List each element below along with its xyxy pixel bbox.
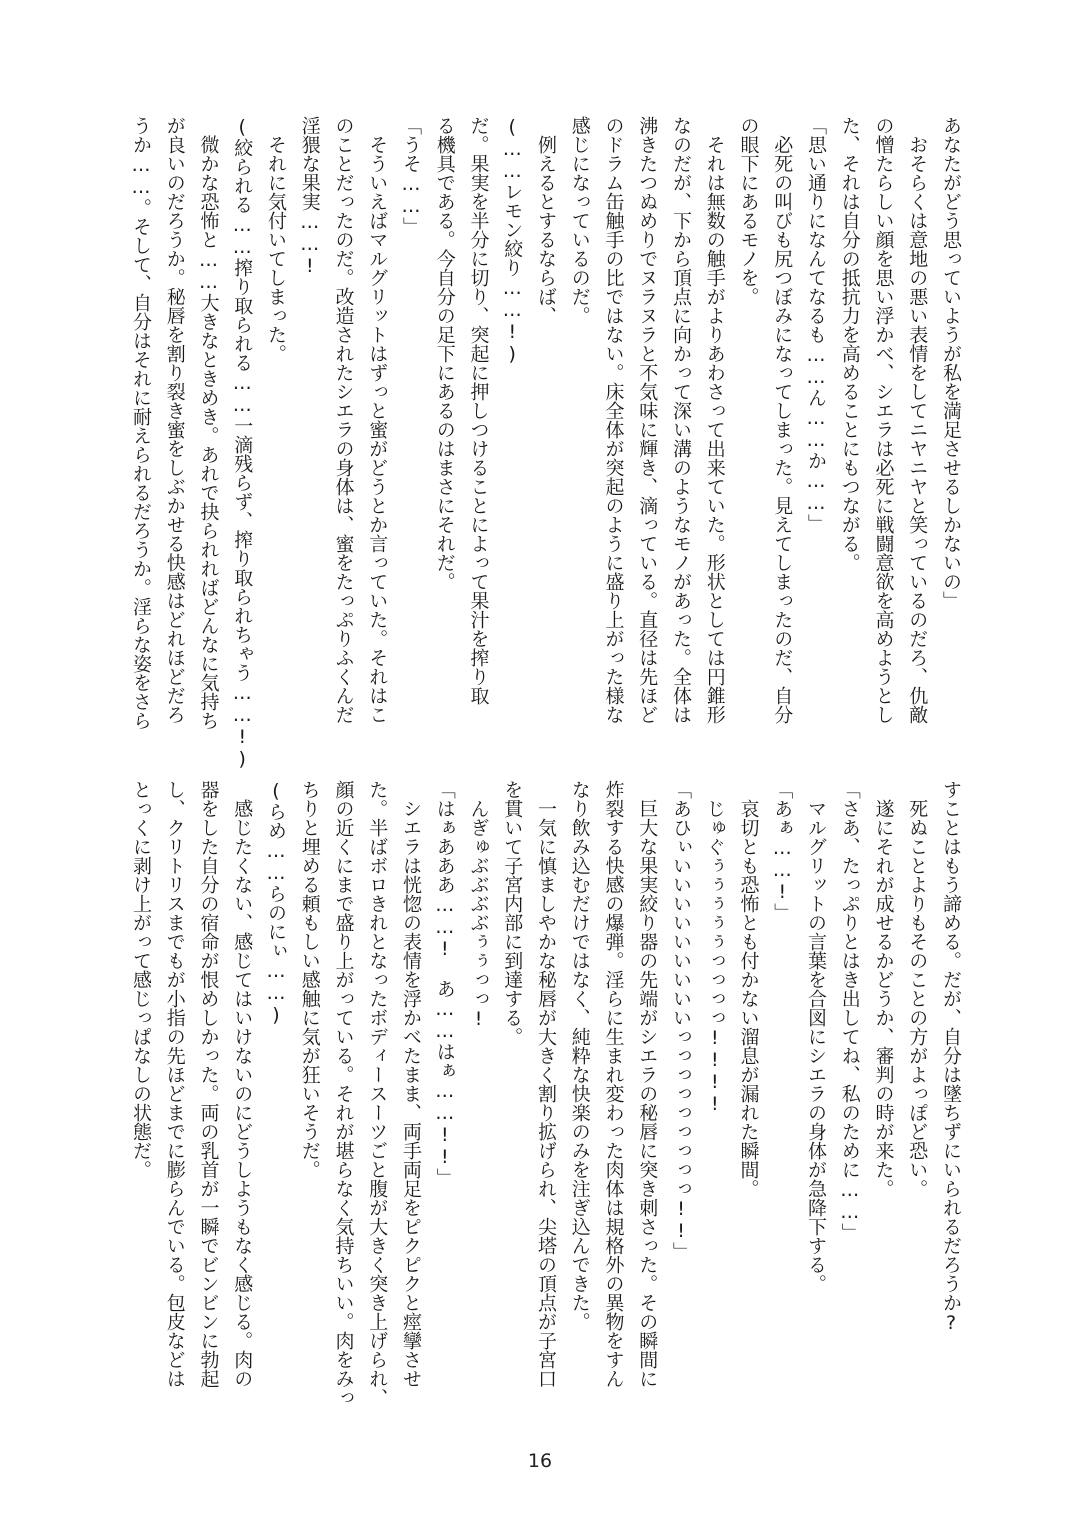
text-line: おそらくは意地の悪い表情をしてニヤニヤと笑っているのだろ、仇敵 <box>906 116 929 724</box>
text-line: (らめ……らのにぃ……) <box>265 780 287 1026</box>
text-line: んぎゅぶぶぶぶぅぅっっ! <box>467 780 490 1030</box>
text-line: だ。果実を半分に切り、突起に押しつけることによって果汁を搾り取 <box>467 116 490 705</box>
text-line: のドラム缶触手の比ではない。床全体が突起のように盛り上がった様な <box>602 116 625 724</box>
text-line: 淫猥な果実……! <box>298 116 321 277</box>
text-line: を貫いて子宮内部に到達する。 <box>501 780 524 1046</box>
text-line: 一気に慎ましやかな秘唇が大きく割り拡げられ、尖塔の頂点が子宮口 <box>535 780 557 1388</box>
text-line: が良いのだろうか。秘唇を割り裂き蜜をしぶかせる快感はどれほどだろ <box>163 116 186 724</box>
text-line: あなたがどう思っていようが私を満足させるしかないの」 <box>940 116 962 610</box>
text-line: の眼下にあるモノを。 <box>737 116 760 306</box>
text-block-top <box>123 116 967 771</box>
text-line: 器をした自分の宿命が恨めしかった。両の乳首が一瞬でビンビンに勃起 <box>197 780 220 1388</box>
text-line: 感じたくない、感じてはいけないのにどうしようもなく感じる。肉の <box>231 780 254 1388</box>
text-line: た、それは自分の抵抗力を高めることにもつながる。 <box>838 116 861 572</box>
text-line: 死ぬことよりもそのことの方がよっぽど恐い。 <box>906 780 929 1198</box>
text-line: 哀切とも恐怖とも付かない溜息が漏れた瞬間。 <box>737 780 760 1198</box>
text-line: 例えるとするならば、 <box>535 116 557 325</box>
text-line: そういえばマルグリットはずっと蜜がどうとか言っていた。それはこ <box>366 116 389 724</box>
text-line: 「思い通りになんてなるも……ん……か……」 <box>805 116 827 533</box>
text-line: (絞られる……搾り取られる……一滴残らず、搾り取られちゃう……!) <box>231 116 254 770</box>
text-line: 微かな恐怖と……大きなときめき。あれで抉られればどんなに気持ち <box>197 116 220 730</box>
text-line: ちりと埋める頼もしい感触に気が狂いそうだ。 <box>298 780 321 1179</box>
text-line: とっくに剥け上がって感じっぱなしの状態だ。 <box>130 780 152 1179</box>
text-line: 遂にそれが成せるかどうか、審判の時が来た。 <box>872 780 895 1198</box>
text-line: それに気付いてしまった。 <box>265 116 287 363</box>
text-line: 「うそ……」 <box>400 116 422 236</box>
text-line: の憎たらしい顔を思い浮かべ、シエラは必死に戦闘意欲を高めようとし <box>872 116 895 724</box>
text-line: 顔の近くにまで盛り上がっている。それが堪らなく気持ちいい。肉をみっ <box>332 780 355 1407</box>
text-line: 必死の叫びも尻つぼみになってしまった。見えてしまったのだ、自分 <box>771 116 794 724</box>
text-line: 「あぁ……!」 <box>771 780 794 922</box>
text-line: すことはもう諦める。だが、自分は墜ちずにいられるだろうか? <box>940 780 962 1334</box>
text-line: それは無数の触手がよりあわさって出来ていた。形状としては円錐形 <box>703 116 726 724</box>
text-line: なのだが、下から頂点に向かって深い溝のようなモノがあった。全体は <box>670 116 692 724</box>
text-line: 炸裂する快感の爆弾。淫らに生まれ変わった肉体は規格外の異物をすん <box>602 780 625 1388</box>
text-line: (……レモン絞り……!) <box>501 116 524 365</box>
text-line: 「あひぃいいいいいいいいいっっっっっっっっっ!!」 <box>670 780 692 1261</box>
text-line: 巨大な果実絞り器の先端がシエラの秘唇に突き刺さった。その瞬間に <box>636 780 659 1388</box>
text-line: し、クリトリスまでもが小指の先ほどまでに膨らんでいる。包皮などは <box>163 780 186 1388</box>
text-line: る機具である。今自分の足下にあるのはまさにそれだ。 <box>433 116 456 591</box>
text-line: のことだったのだ。改造されたシエラの身体は、蜜をたっぷりふくんだ <box>332 116 355 724</box>
text-line: 沸きたつぬめりでヌラヌラと不気味に輝き、滴っている。直径は先ほど <box>636 116 659 724</box>
text-line: た。半ばボロきれとなったボディースーツごと腹が大きく突き上げられ、 <box>366 780 389 1407</box>
text-line: うか……。そして、自分はそれに耐えられるだろうか。淫らな姿をさら <box>130 116 152 730</box>
text-block-bottom <box>123 780 967 1435</box>
text-line: シエラは恍惚の表情を浮かべたまま、両手両足をピクピクと痙攣させ <box>400 780 422 1388</box>
text-line: 「さあ、たっぷりとはき出してね、私のために……」 <box>838 780 861 1242</box>
text-line: なり飲み込むだけではなく、純粋な快楽のみを注ぎ込んできた。 <box>568 780 591 1331</box>
page-number: 16 <box>527 1450 553 1472</box>
text-line: じゅぐぅぅぅぅぅっっっっ!!!! <box>703 780 726 1115</box>
text-line: 感じになっているのだ。 <box>568 116 591 325</box>
text-line: 「はぁあああ……! あ……はぁ……!!」 <box>433 780 456 1187</box>
text-line: マルグリットの言葉を合図にシエラの身体が急降下する。 <box>805 780 827 1293</box>
